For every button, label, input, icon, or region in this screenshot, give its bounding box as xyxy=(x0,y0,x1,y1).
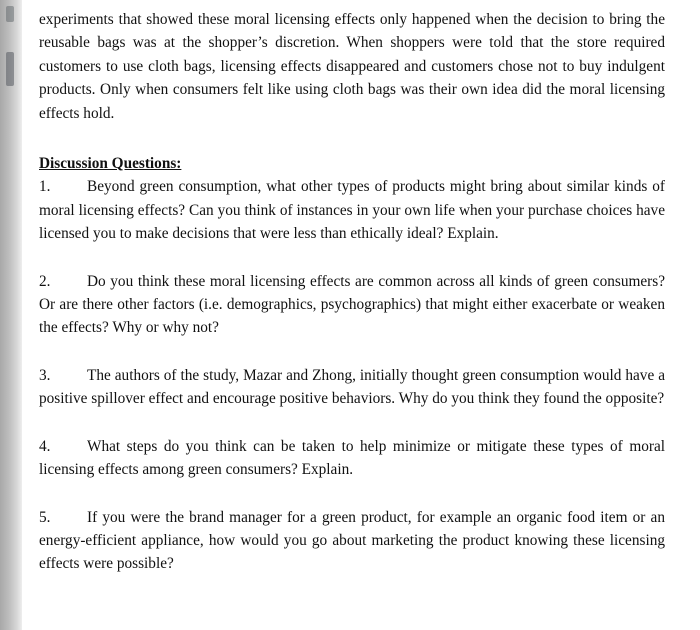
question-item xyxy=(39,175,665,245)
question-text: The authors of the study, Mazar and Zhong, initially thought green consumption would have a positive spillover effect and encourage positive behaviors. Why do you think they found the opposite? xyxy=(39,366,665,408)
question-text: Do you think these moral licensing effects are common across all kinds of green consumers? Or are there other factors (i.e. demographics, psychographics) that might either exacerbate or weaken the effects? Why or why not? xyxy=(39,272,665,337)
question-number: 1. xyxy=(39,178,51,196)
question-text: Beyond green consumption, what other types of products might bring about similar kinds of moral licensing effects? Can you think of instances in your own life when your purchase choices have licensed you to make decisions that were less than ethically ideal? Explain. xyxy=(39,178,665,243)
left-margin-bar xyxy=(0,0,22,630)
question-number: 2. xyxy=(39,272,51,290)
question-number: 5. xyxy=(39,508,51,526)
question-item xyxy=(39,506,665,576)
question-text: What steps do you think can be taken to help minimize or mitigate these types of moral licensing effects among green consumers? Explain. xyxy=(39,437,665,479)
margin-marker xyxy=(6,6,14,22)
intro-paragraph: experiments that showed these moral licensing effects only happened when the decision to bring the reusable bags was at the shopper’s discretion. When shoppers were told that the store required customers to use cloth bags, licensing effects disappeared and customers chose not to buy indulgent products. Only when consumers felt like using cloth bags was their own idea did the moral licensing effects hold. xyxy=(39,11,665,122)
discussion-heading: Discussion Questions: xyxy=(39,155,182,173)
question-item xyxy=(39,364,665,411)
question-item xyxy=(39,435,665,482)
question-number: 4. xyxy=(39,437,51,455)
question-item xyxy=(39,270,665,340)
document-body xyxy=(39,8,665,576)
margin-marker xyxy=(6,52,14,86)
question-number: 3. xyxy=(39,366,51,384)
question-text: If you were the brand manager for a green product, for example an organic food item or an energy-efficient appliance, how would you go about marketing the product knowing these licensing effects were possible? xyxy=(39,508,665,573)
